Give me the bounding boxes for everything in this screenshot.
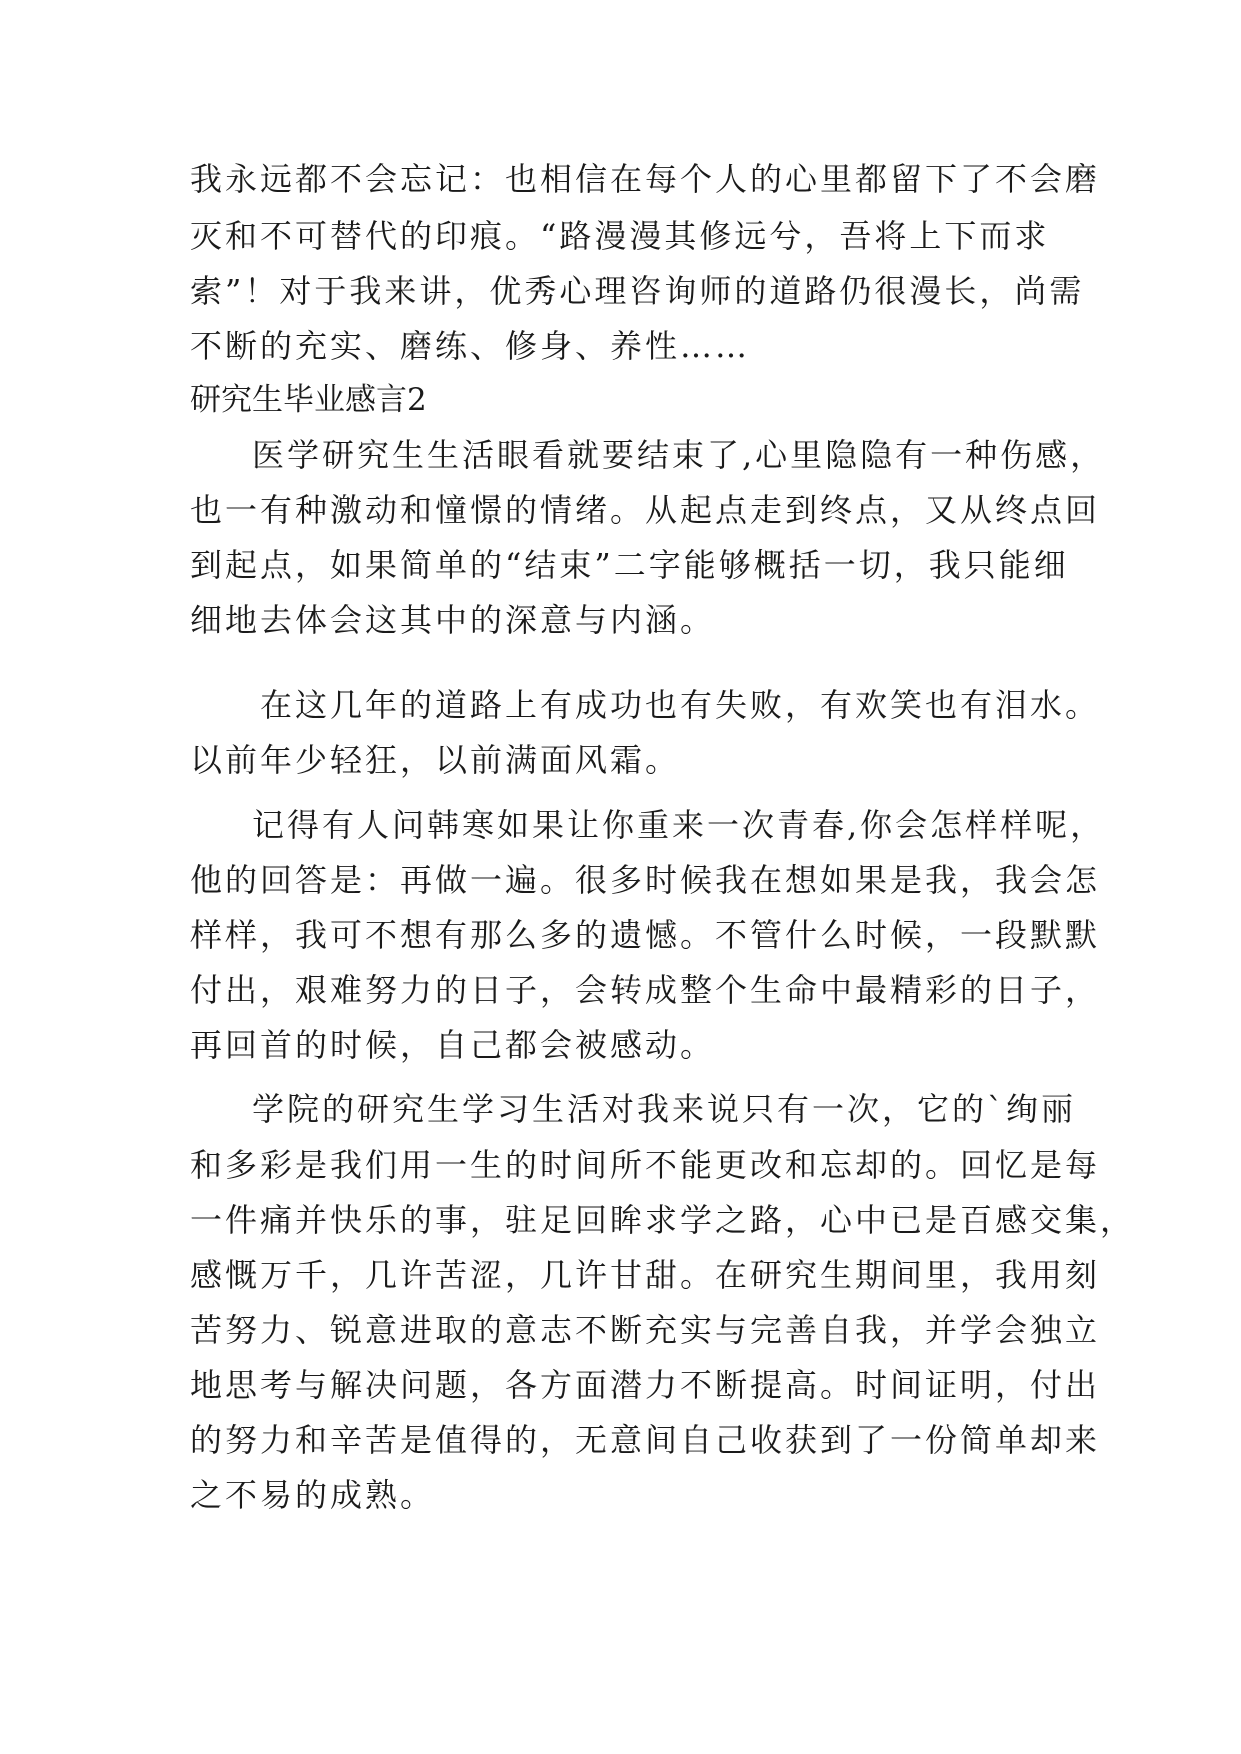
paragraph-line: 苦努力、锐意进取的意志不断充实与完善自我，并学会独立 xyxy=(190,1311,1101,1349)
intro-line: 灭和不可替代的印痕。“路漫漫其修远兮，吾将上下而求 xyxy=(190,217,1050,255)
intro-line: 我永远都不会忘记：也相信在每个人的心里都留下了不会磨 xyxy=(190,160,1101,198)
intro-line: 不断的充实、磨练、修身、养性…… xyxy=(190,327,751,365)
paragraph-line: 医学研究生生活眼看就要结束了,心里隐隐有一种伤感， xyxy=(252,436,1106,474)
intro-line: 索”！对于我来讲，优秀心理咨询师的道路仍很漫长，尚需 xyxy=(190,272,1085,310)
paragraph-line: 也一有种激动和憧憬的情绪。从起点走到终点，又从终点回 xyxy=(190,491,1101,529)
paragraph-line: 到起点，如果简单的“结束”二字能够概括一切，我只能细 xyxy=(190,546,1069,584)
paragraph-line: 样样，我可不想有那么多的遗憾。不管什么时候，一段默默 xyxy=(190,916,1101,954)
paragraph-line: 在这几年的道路上有成功也有失败，有欢笑也有泪水。 xyxy=(260,686,1101,724)
paragraph-line: 和多彩是我们用一生的时间所不能更改和忘却的。回忆是每 xyxy=(190,1146,1101,1184)
paragraph-line: 细地去体会这其中的深意与内涵。 xyxy=(190,601,716,639)
paragraph-line: 之不易的成熟。 xyxy=(190,1476,436,1514)
paragraph-line: 地思考与解决问题，各方面潜力不断提高。时间证明，付出 xyxy=(190,1366,1101,1404)
paragraph-line: 再回首的时候，自己都会被感动。 xyxy=(190,1026,716,1064)
paragraph-line: 以前年少轻狂，以前满面风霜。 xyxy=(190,741,681,779)
paragraph-line: 学院的研究生学习生活对我来说只有一次，它的`绚丽 xyxy=(252,1090,1077,1128)
paragraph-line: 记得有人问韩寒如果让你重来一次青春,你会怎样样呢， xyxy=(252,806,1106,844)
paragraph-line: 的努力和辛苦是值得的，无意间自己收获到了一份简单却来 xyxy=(190,1421,1101,1459)
paragraph-line: 他的回答是：再做一遍。很多时候我在想如果是我，我会怎 xyxy=(190,861,1101,899)
paragraph-line: 感慨万千，几许苦涩，几许甘甜。在研究生期间里，我用刻 xyxy=(190,1256,1101,1294)
paragraph-line: 一件痛并快乐的事，驻足回眸求学之路，心中已是百感交集， xyxy=(190,1201,1136,1239)
section-title: 研究生毕业感言2 xyxy=(190,382,427,418)
paragraph-line: 付出，艰难努力的日子，会转成整个生命中最精彩的日子， xyxy=(190,971,1101,1009)
